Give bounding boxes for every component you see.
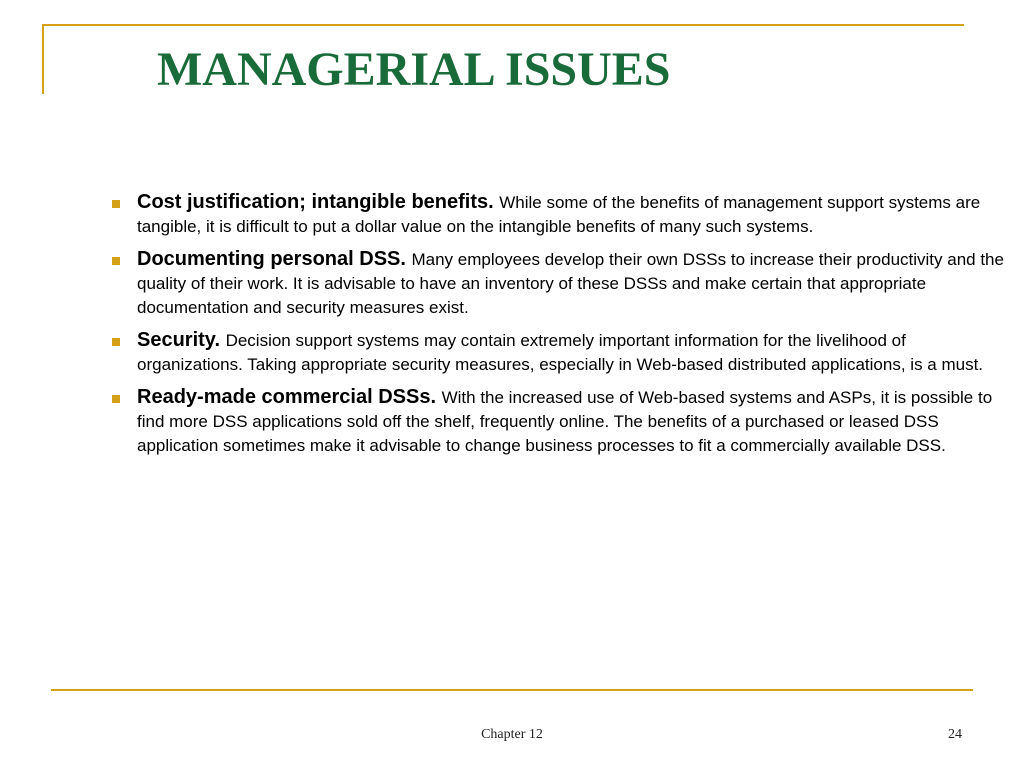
footer-page-number: 24: [948, 727, 962, 742]
bullet-heading: Cost justification; intangible benefits.: [137, 191, 500, 213]
bullet-heading: Security.: [137, 329, 226, 351]
slide-title: MANAGERIAL ISSUES: [157, 43, 671, 96]
bullet-item-cost-justification: [108, 190, 1008, 239]
bullet-heading: Documenting personal DSS.: [137, 248, 412, 270]
footer-chapter: Chapter 12: [481, 727, 543, 742]
bullet-text: Many employees develop their own DSSs to increase their productivity and the quality of their work. It is advisable to have an inventory of these DSSs and make certain that appropriate documentation and security measures exist.: [137, 250, 1004, 317]
square-bullet-icon: [112, 395, 120, 403]
square-bullet-icon: [112, 338, 120, 346]
bullet-text: While some of the benefits of management support systems are tangible, it is difficult to put a dollar value on the intangible benefits of many such systems.: [137, 193, 981, 236]
footer-divider: [51, 689, 973, 691]
top-frame-line: [42, 24, 964, 26]
bullet-list: [108, 190, 1008, 466]
bullet-heading: Ready-made commercial DSSs.: [137, 386, 442, 408]
bullet-text: Decision support systems may contain extremely important information for the livelihood of organizations. Taking appropriate security measures, especially in Web-based distributed applications, is a must.: [137, 331, 984, 374]
square-bullet-icon: [112, 257, 120, 265]
bullet-item-ready-made-dss: [108, 385, 1008, 458]
square-bullet-icon: [112, 200, 120, 208]
bullet-text: With the increased use of Web-based systems and ASPs, it is possible to find more DSS applications sold off the shelf, frequently online. The benefits of a purchased or leased DSS application sometimes make it advisable to change business processes to fit a commercially available DSS.: [137, 388, 993, 455]
bullet-item-documenting-dss: [108, 247, 1008, 320]
left-frame-line: [42, 24, 44, 94]
bullet-item-security: [108, 328, 1008, 377]
